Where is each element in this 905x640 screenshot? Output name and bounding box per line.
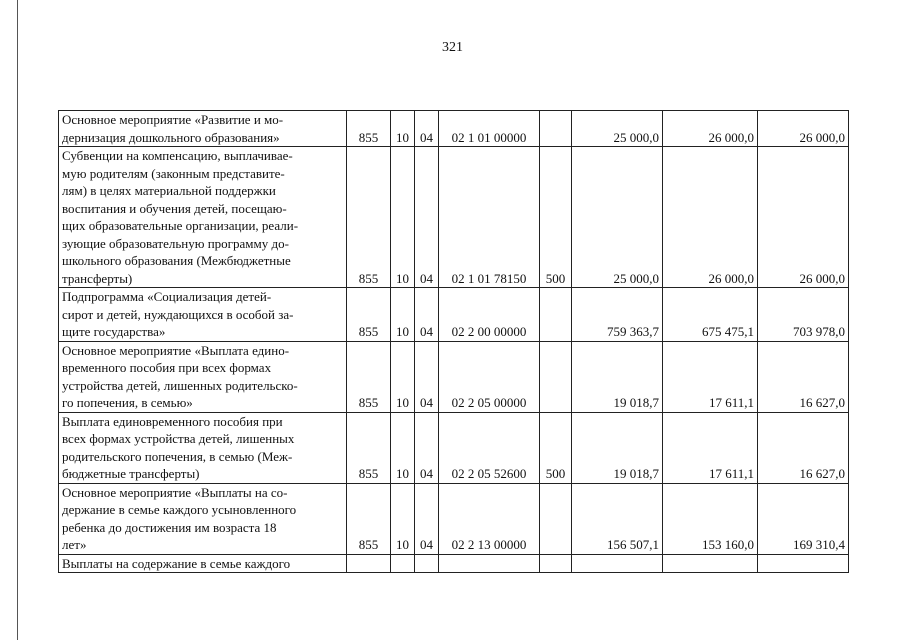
amount-year-1: 156 507,1 (572, 483, 663, 554)
table-row (59, 341, 849, 412)
subsection-code: 04 (415, 111, 439, 147)
amount-year-2: 26 000,0 (663, 111, 758, 147)
scan-edge-line (17, 0, 18, 640)
budget-table (58, 110, 849, 573)
section-code: 10 (391, 111, 415, 147)
subsection-code: 04 (415, 483, 439, 554)
expense-type-code: 500 (540, 412, 572, 483)
target-article-code: 02 1 01 78150 (439, 147, 540, 288)
section-code: 10 (391, 288, 415, 342)
amount-year-1: 759 363,7 (572, 288, 663, 342)
target-article-code: 02 2 00 00000 (439, 288, 540, 342)
amount-year-3: 26 000,0 (758, 147, 849, 288)
table-row (59, 554, 849, 573)
ministry-code: 855 (347, 288, 391, 342)
amount-year-1: 25 000,0 (572, 111, 663, 147)
ministry-code: 855 (347, 341, 391, 412)
expense-type-code (540, 288, 572, 342)
target-article-code: 02 2 13 00000 (439, 483, 540, 554)
row-description: Основное мероприятие «Выплата едино- временного пособия при всех формах устройства детей, лишенных родительско- го попечения, в семью» (59, 341, 347, 412)
row-description: Подпрограмма «Социализация детей- сирот и детей, нуждающихся в особой за- щите государства» (59, 288, 347, 342)
amount-year-3: 16 627,0 (758, 341, 849, 412)
ministry-code: 855 (347, 412, 391, 483)
ministry-code: 855 (347, 483, 391, 554)
table-row (59, 483, 849, 554)
amount-year-2: 153 160,0 (663, 483, 758, 554)
table-row (59, 288, 849, 342)
table-row (59, 412, 849, 483)
page-number: 321 (442, 40, 463, 55)
subsection-code (415, 554, 439, 573)
ministry-code (347, 554, 391, 573)
target-article-code: 02 1 01 00000 (439, 111, 540, 147)
subsection-code: 04 (415, 288, 439, 342)
subsection-code: 04 (415, 341, 439, 412)
expense-type-code (540, 483, 572, 554)
amount-year-1: 19 018,7 (572, 412, 663, 483)
amount-year-1: 25 000,0 (572, 147, 663, 288)
amount-year-2: 675 475,1 (663, 288, 758, 342)
amount-year-3: 16 627,0 (758, 412, 849, 483)
section-code: 10 (391, 412, 415, 483)
row-description: Основное мероприятие «Выплаты на со- держание в семье каждого усыновленного ребенка до достижения им возраста 18 лет» (59, 483, 347, 554)
amount-year-1 (572, 554, 663, 573)
expense-type-code (540, 554, 572, 573)
amount-year-2: 17 611,1 (663, 341, 758, 412)
amount-year-2: 17 611,1 (663, 412, 758, 483)
row-description: Выплаты на содержание в семье каждого (59, 554, 347, 573)
table-body (59, 111, 849, 573)
target-article-code: 02 2 05 52600 (439, 412, 540, 483)
amount-year-2: 26 000,0 (663, 147, 758, 288)
expense-type-code (540, 111, 572, 147)
expense-type-code: 500 (540, 147, 572, 288)
table-row (59, 111, 849, 147)
section-code: 10 (391, 147, 415, 288)
target-article-code: 02 2 05 00000 (439, 341, 540, 412)
row-description: Субвенции на компенсацию, выплачивае- мую родителям (законным представите- лям) в целях материальной поддержки воспитания и обучения детей, посещаю- щих образовательные организации, реали- зующие образовательную программу до- школьного образования (Межбюджетные трансферты) (59, 147, 347, 288)
expense-type-code (540, 341, 572, 412)
table-row (59, 147, 849, 288)
section-code (391, 554, 415, 573)
row-description: Основное мероприятие «Развитие и мо- дернизация дошкольного образования» (59, 111, 347, 147)
row-description: Выплата единовременного пособия при всех формах устройства детей, лишенных родительского попечения, в семью (Меж- бюджетные трансферты) (59, 412, 347, 483)
subsection-code: 04 (415, 412, 439, 483)
target-article-code (439, 554, 540, 573)
ministry-code: 855 (347, 147, 391, 288)
amount-year-3: 26 000,0 (758, 111, 849, 147)
subsection-code: 04 (415, 147, 439, 288)
ministry-code: 855 (347, 111, 391, 147)
amount-year-1: 19 018,7 (572, 341, 663, 412)
amount-year-3: 703 978,0 (758, 288, 849, 342)
section-code: 10 (391, 341, 415, 412)
amount-year-3: 169 310,4 (758, 483, 849, 554)
amount-year-3 (758, 554, 849, 573)
section-code: 10 (391, 483, 415, 554)
amount-year-2 (663, 554, 758, 573)
